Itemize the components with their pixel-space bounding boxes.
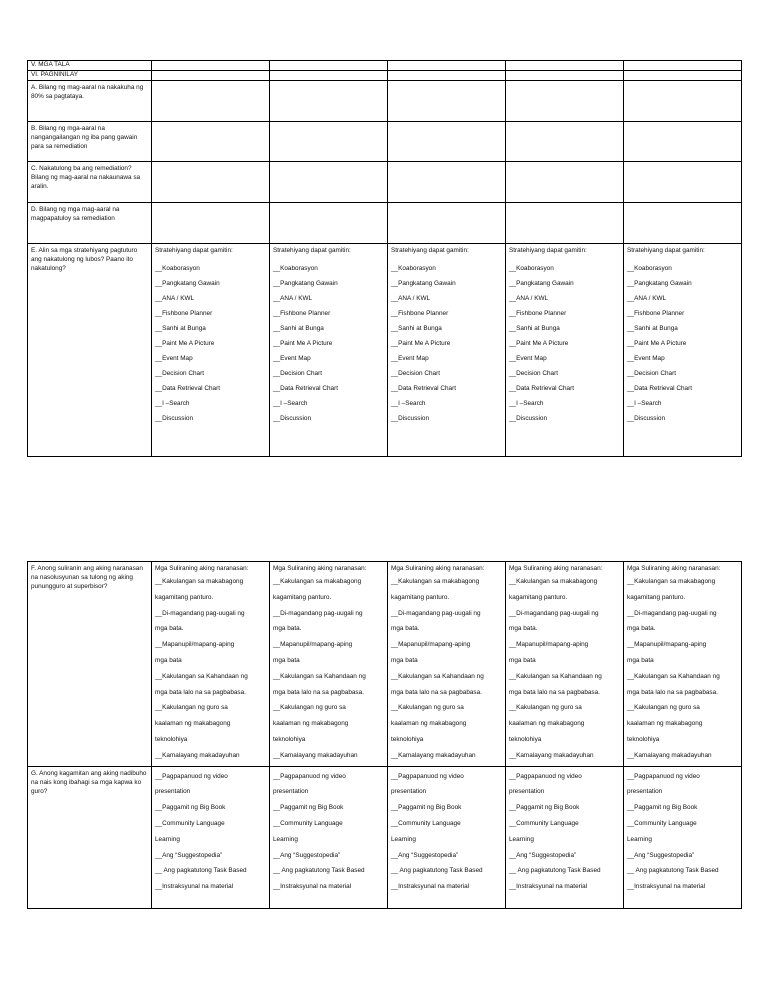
problem-option: __Kakulangan ng guro sa bbox=[391, 704, 464, 712]
row-label: D. Bilang ng mga mag-aaral na magpapatuloy sa remediation bbox=[31, 206, 120, 222]
strategy-option: __Event Map bbox=[627, 355, 665, 362]
strategy-option: __Koaborasyon bbox=[273, 265, 318, 272]
row-f bbox=[28, 562, 742, 767]
problem-option: mga bata. bbox=[391, 625, 420, 633]
problem-option: mga bata lalo na sa pagbabasa. bbox=[627, 688, 718, 696]
day-cell bbox=[506, 162, 624, 203]
problem-option: mga bata lalo na sa pagbabasa. bbox=[509, 688, 600, 696]
strategy-option: __Koaborasyon bbox=[391, 265, 436, 272]
row-label: F. Anong suliranin ang aking naranasan na nasolusyunan sa tulong ng aking punungguro at superbisor? bbox=[31, 565, 143, 590]
strategy-option: __ANA / KWL bbox=[273, 295, 313, 302]
day-cell bbox=[388, 71, 506, 81]
strategy-option: __Koaborasyon bbox=[155, 265, 200, 272]
row-label-cell bbox=[28, 203, 152, 244]
material-option: __Community Language bbox=[391, 819, 461, 827]
strategy-option: __Sanhi at Bunga bbox=[627, 325, 678, 332]
day-cell bbox=[388, 203, 506, 244]
strategy-option: __Event Map bbox=[155, 355, 193, 362]
problem-heading: Mga Suliraning aking naranasan: bbox=[391, 565, 485, 572]
day-cell bbox=[624, 122, 742, 162]
material-option: Learning bbox=[273, 835, 298, 843]
day-cell bbox=[270, 162, 388, 203]
strategy-option: __Fishbone Planner bbox=[155, 310, 213, 317]
day-cell bbox=[152, 71, 270, 81]
strategy-option: __I –Search bbox=[273, 400, 308, 407]
row-label: B. Bilang ng mga-aaral na nangangailangan ng iba pang gawain para sa remediation bbox=[31, 125, 138, 150]
strategy-option: __Pangkatang Gawain bbox=[627, 280, 692, 287]
row-label-cell bbox=[28, 122, 152, 162]
problem-option: __Mapanupil/mapang-aping bbox=[509, 641, 589, 649]
problem-option: __Kakulangan ng guro sa bbox=[627, 704, 700, 712]
problem-option: __Kakulangan sa Kahandaan ng bbox=[273, 672, 366, 680]
material-option: __Paggamit ng Big Book bbox=[509, 804, 580, 812]
row-label-cell bbox=[28, 244, 152, 457]
day-cell bbox=[152, 766, 270, 908]
problem-option: mga bata bbox=[155, 656, 182, 664]
strategy-heading: Stratehiyang dapat gamitin: bbox=[509, 247, 587, 254]
problem-option: kaalaman ng makabagong bbox=[627, 720, 703, 728]
material-option: __Pagpapanuod ng video bbox=[509, 772, 582, 780]
problem-option: mga bata bbox=[391, 656, 418, 664]
day-cell bbox=[506, 81, 624, 122]
strategy-option: __Fishbone Planner bbox=[391, 310, 449, 317]
problem-heading: Mga Suliraning aking naranasan: bbox=[627, 565, 721, 572]
row-label-cell bbox=[28, 61, 152, 71]
day-cell bbox=[270, 244, 388, 457]
strategy-heading: Stratehiyang dapat gamitin: bbox=[627, 247, 705, 254]
problem-option: __Di-magandang pag-uugali ng bbox=[155, 609, 245, 617]
day-cell bbox=[506, 562, 624, 767]
strategy-option: __I –Search bbox=[509, 400, 544, 407]
strategy-option: __ANA / KWL bbox=[155, 295, 195, 302]
strategy-heading: Stratehiyang dapat gamitin: bbox=[273, 247, 351, 254]
day-cell bbox=[388, 562, 506, 767]
problem-option: __Mapanupil/mapang-aping bbox=[391, 641, 471, 649]
material-option: presentation bbox=[155, 788, 191, 796]
problem-option: kaalaman ng makabagong bbox=[155, 720, 231, 728]
strategy-option: __I –Search bbox=[391, 400, 426, 407]
problem-option: kagamitang panturo. bbox=[627, 593, 686, 601]
day-cell bbox=[270, 81, 388, 122]
material-option: __Community Language bbox=[627, 819, 697, 827]
material-option: __Ang “Suggestopedia” bbox=[273, 851, 341, 859]
day-cell bbox=[152, 562, 270, 767]
problem-option: __Di-magandang pag-uugali ng bbox=[509, 609, 599, 617]
problem-option: __Di-magandang pag-uugali ng bbox=[391, 609, 481, 617]
problem-option: kagamitang panturo. bbox=[509, 593, 568, 601]
material-option: presentation bbox=[509, 788, 545, 796]
problem-option: __Mapanupil/mapang-aping bbox=[273, 641, 353, 649]
strategy-option: __Discussion bbox=[391, 415, 430, 422]
problem-option: teknolohiya bbox=[627, 735, 660, 743]
row-label: VI. PAGNINILAY bbox=[31, 71, 78, 78]
day-cell bbox=[506, 244, 624, 457]
strategy-option: __Paint Me A Picture bbox=[509, 340, 569, 347]
day-cell bbox=[152, 244, 270, 457]
day-cell bbox=[270, 766, 388, 908]
material-option: __Paggamit ng Big Book bbox=[391, 804, 462, 812]
problem-option: __Kakulangan sa makabagong bbox=[391, 578, 480, 585]
problem-option: teknolohiya bbox=[391, 735, 424, 743]
day-cell bbox=[270, 61, 388, 71]
day-cell bbox=[152, 203, 270, 244]
material-option: __Community Language bbox=[509, 819, 579, 827]
problem-option: mga bata bbox=[509, 656, 536, 664]
material-option: __Instraksyunal na material bbox=[155, 883, 234, 891]
day-cell bbox=[388, 766, 506, 908]
material-option: presentation bbox=[627, 788, 663, 796]
row-label: A. Bilang ng mag-aaral na nakakuha ng 80% sa pagtataya. bbox=[31, 84, 144, 100]
material-option: __ Ang pagkatutong Task Based bbox=[509, 867, 601, 875]
strategy-option: __Paint Me A Picture bbox=[391, 340, 451, 347]
row-mga-tala bbox=[28, 61, 742, 71]
material-option: __Instraksyunal na material bbox=[391, 883, 470, 891]
material-option: __Paggamit ng Big Book bbox=[273, 804, 344, 812]
day-cell bbox=[506, 71, 624, 81]
strategy-option: __Discussion bbox=[627, 415, 666, 422]
day-cell bbox=[270, 203, 388, 244]
material-option: Learning bbox=[155, 835, 180, 843]
row-label: C. Nakatulong ba ang remediation? Bilang ng mag-aaral na nakaunawa sa aralin. bbox=[31, 165, 141, 190]
strategy-option: __Koaborasyon bbox=[627, 265, 672, 272]
problem-option: mga bata lalo na sa pagbabasa. bbox=[155, 688, 246, 696]
material-option: __Ang “Suggestopedia” bbox=[627, 851, 695, 859]
day-cell bbox=[506, 61, 624, 71]
day-cell bbox=[624, 244, 742, 457]
material-option: __ Ang pagkatutong Task Based bbox=[627, 867, 719, 875]
strategy-heading: Stratehiyang dapat gamitin: bbox=[391, 247, 469, 254]
material-option: __Pagpapanuod ng video bbox=[391, 772, 464, 780]
material-option: __Community Language bbox=[273, 819, 343, 827]
strategy-option: __Paint Me A Picture bbox=[155, 340, 215, 347]
day-cell bbox=[624, 81, 742, 122]
material-option: __Instraksyunal na material bbox=[509, 883, 588, 891]
day-cell bbox=[388, 81, 506, 122]
row-label-cell bbox=[28, 81, 152, 122]
problem-option: __Kamalayang makadayuhan bbox=[391, 751, 476, 759]
problem-option: __Kakulangan sa Kahandaan ng bbox=[155, 672, 248, 680]
day-cell bbox=[624, 71, 742, 81]
reflection-table-part1 bbox=[27, 60, 742, 457]
problem-option: kaalaman ng makabagong bbox=[273, 720, 349, 728]
strategy-option: __Discussion bbox=[155, 415, 194, 422]
material-option: presentation bbox=[273, 788, 309, 796]
problem-option: __Kakulangan ng guro sa bbox=[509, 704, 582, 712]
material-option: __Ang “Suggestopedia” bbox=[155, 851, 223, 859]
problem-option: mga bata bbox=[627, 656, 654, 664]
strategy-option: __Event Map bbox=[273, 355, 311, 362]
problem-option: mga bata. bbox=[509, 625, 538, 633]
strategy-option: __ANA / KWL bbox=[627, 295, 667, 302]
strategy-option: __Decision Chart bbox=[155, 370, 205, 377]
strategy-option: __Decision Chart bbox=[627, 370, 677, 377]
problem-option: kagamitang panturo. bbox=[391, 593, 450, 601]
strategy-option: __Decision Chart bbox=[509, 370, 559, 377]
row-e bbox=[28, 244, 742, 457]
strategy-option: __Sanhi at Bunga bbox=[273, 325, 324, 332]
problem-option: __Kamalayang makadayuhan bbox=[509, 751, 594, 759]
strategy-option: __Event Map bbox=[509, 355, 547, 362]
row-d bbox=[28, 203, 742, 244]
day-cell bbox=[624, 162, 742, 203]
material-option: __ Ang pagkatutong Task Based bbox=[273, 867, 365, 875]
material-option: Learning bbox=[509, 835, 534, 843]
strategy-option: __Data Retrieval Chart bbox=[627, 385, 693, 392]
material-option: presentation bbox=[391, 788, 427, 796]
problem-option: mga bata. bbox=[155, 625, 184, 633]
problem-option: __Kakulangan sa Kahandaan ng bbox=[627, 672, 720, 680]
problem-option: __Mapanupil/mapang-aping bbox=[155, 641, 235, 649]
strategy-option: __Paint Me A Picture bbox=[273, 340, 333, 347]
material-option: __Paggamit ng Big Book bbox=[155, 804, 226, 812]
material-option: __Pagpapanuod ng video bbox=[627, 772, 700, 780]
strategy-option: __ANA / KWL bbox=[509, 295, 549, 302]
problem-option: teknolohiya bbox=[273, 735, 306, 743]
problem-option: __Kakulangan sa Kahandaan ng bbox=[509, 672, 602, 680]
day-cell bbox=[388, 122, 506, 162]
problem-option: kagamitang panturo. bbox=[273, 593, 332, 601]
problem-option: mga bata. bbox=[273, 625, 302, 633]
strategy-option: __Data Retrieval Chart bbox=[155, 385, 221, 392]
problem-option: teknolohiya bbox=[155, 735, 188, 743]
problem-option: __Kamalayang makadayuhan bbox=[627, 751, 712, 759]
strategy-option: __Discussion bbox=[509, 415, 548, 422]
material-option: __ Ang pagkatutong Task Based bbox=[155, 867, 247, 875]
problem-option: mga bata lalo na sa pagbabasa. bbox=[391, 688, 482, 696]
strategy-option: __Pangkatang Gawain bbox=[509, 280, 574, 287]
strategy-option: __Data Retrieval Chart bbox=[509, 385, 575, 392]
problem-option: __Kakulangan sa Kahandaan ng bbox=[391, 672, 484, 680]
problem-heading: Mga Suliraning aking naranasan: bbox=[273, 565, 367, 572]
problem-option: __Kakulangan sa makabagong bbox=[627, 578, 716, 585]
day-cell bbox=[152, 81, 270, 122]
strategy-option: __Event Map bbox=[391, 355, 429, 362]
problem-option: mga bata bbox=[273, 656, 300, 664]
material-option: __Community Language bbox=[155, 819, 225, 827]
day-cell bbox=[388, 61, 506, 71]
row-label: G. Anong kagamitan ang aking nadibuho na nais kong ibahagi sa mga kapwa ko guro? bbox=[31, 769, 147, 795]
strategy-option: __Sanhi at Bunga bbox=[155, 325, 206, 332]
material-option: __Ang “Suggestopedia” bbox=[391, 851, 459, 859]
problem-option: __Kakulangan sa makabagong bbox=[273, 578, 362, 585]
day-cell bbox=[388, 162, 506, 203]
reflection-table-part2 bbox=[27, 561, 742, 909]
problem-heading: Mga Suliraning aking naranasan: bbox=[155, 565, 249, 572]
row-g bbox=[28, 766, 742, 908]
strategy-option: __Pangkatang Gawain bbox=[391, 280, 456, 287]
material-option: __ Ang pagkatutong Task Based bbox=[391, 867, 483, 875]
material-option: Learning bbox=[627, 835, 652, 843]
day-cell bbox=[506, 203, 624, 244]
problem-option: __Di-magandang pag-uugali ng bbox=[627, 609, 717, 617]
day-cell bbox=[388, 244, 506, 457]
strategy-option: __Paint Me A Picture bbox=[627, 340, 687, 347]
row-b bbox=[28, 122, 742, 162]
strategy-option: __Pangkatang Gawain bbox=[273, 280, 338, 287]
row-c bbox=[28, 162, 742, 203]
row-label: E. Alin sa mga stratehiyang pagtuturo ang nakatulong ng lubos? Paano ito nakatulong? bbox=[31, 247, 138, 272]
material-option: __Instraksyunal na material bbox=[627, 883, 706, 891]
day-cell bbox=[506, 122, 624, 162]
strategy-option: __I –Search bbox=[155, 400, 190, 407]
problem-option: __Kakulangan sa makabagong bbox=[155, 578, 244, 585]
problem-option: __Kakulangan ng guro sa bbox=[273, 704, 346, 712]
strategy-option: __I –Search bbox=[627, 400, 662, 407]
problem-option: __Kakulangan sa makabagong bbox=[509, 578, 598, 585]
problem-option: teknolohiya bbox=[509, 735, 542, 743]
strategy-option: __Fishbone Planner bbox=[273, 310, 331, 317]
row-label-cell bbox=[28, 766, 152, 908]
strategy-option: __Sanhi at Bunga bbox=[391, 325, 442, 332]
material-option: __Pagpapanuod ng video bbox=[155, 772, 228, 780]
problem-option: mga bata lalo na sa pagbabasa. bbox=[273, 688, 364, 696]
row-label-cell bbox=[28, 71, 152, 81]
day-cell bbox=[624, 766, 742, 908]
row-label: V. MGA TALA bbox=[31, 61, 70, 68]
problem-option: __Kakulangan ng guro sa bbox=[155, 704, 228, 712]
day-cell bbox=[270, 562, 388, 767]
strategy-option: __Sanhi at Bunga bbox=[509, 325, 560, 332]
day-cell bbox=[152, 122, 270, 162]
strategy-option: __Discussion bbox=[273, 415, 312, 422]
day-cell bbox=[152, 61, 270, 71]
problem-option: kaalaman ng makabagong bbox=[391, 720, 467, 728]
problem-heading: Mga Suliraning aking naranasan: bbox=[509, 565, 603, 572]
strategy-option: __Data Retrieval Chart bbox=[273, 385, 339, 392]
strategy-option: __ANA / KWL bbox=[391, 295, 431, 302]
material-option: Learning bbox=[391, 835, 416, 843]
strategy-option: __Fishbone Planner bbox=[509, 310, 567, 317]
strategy-heading: Stratehiyang dapat gamitin: bbox=[155, 247, 233, 254]
strategy-option: __Fishbone Planner bbox=[627, 310, 685, 317]
row-label-cell bbox=[28, 162, 152, 203]
day-cell bbox=[270, 71, 388, 81]
problem-option: kagamitang panturo. bbox=[155, 593, 214, 601]
row-pagninilay bbox=[28, 71, 742, 81]
day-cell bbox=[270, 122, 388, 162]
row-label-cell bbox=[28, 562, 152, 767]
day-cell bbox=[506, 766, 624, 908]
strategy-option: __Data Retrieval Chart bbox=[391, 385, 457, 392]
problem-option: __Kamalayang makadayuhan bbox=[155, 751, 240, 759]
day-cell bbox=[624, 562, 742, 767]
day-cell bbox=[624, 61, 742, 71]
material-option: __Paggamit ng Big Book bbox=[627, 804, 698, 812]
strategy-option: __Koaborasyon bbox=[509, 265, 554, 272]
problem-option: __Di-magandang pag-uugali ng bbox=[273, 609, 363, 617]
day-cell bbox=[152, 162, 270, 203]
day-cell bbox=[624, 203, 742, 244]
problem-option: kaalaman ng makabagong bbox=[509, 720, 585, 728]
row-a bbox=[28, 81, 742, 122]
strategy-option: __Pangkatang Gawain bbox=[155, 280, 220, 287]
problem-option: __Mapanupil/mapang-aping bbox=[627, 641, 707, 649]
problem-option: mga bata. bbox=[627, 625, 656, 633]
strategy-option: __Decision Chart bbox=[273, 370, 323, 377]
strategy-option: __Decision Chart bbox=[391, 370, 441, 377]
material-option: __Instraksyunal na material bbox=[273, 883, 352, 891]
material-option: __Ang “Suggestopedia” bbox=[509, 851, 577, 859]
problem-option: __Kamalayang makadayuhan bbox=[273, 751, 358, 759]
material-option: __Pagpapanuod ng video bbox=[273, 772, 346, 780]
